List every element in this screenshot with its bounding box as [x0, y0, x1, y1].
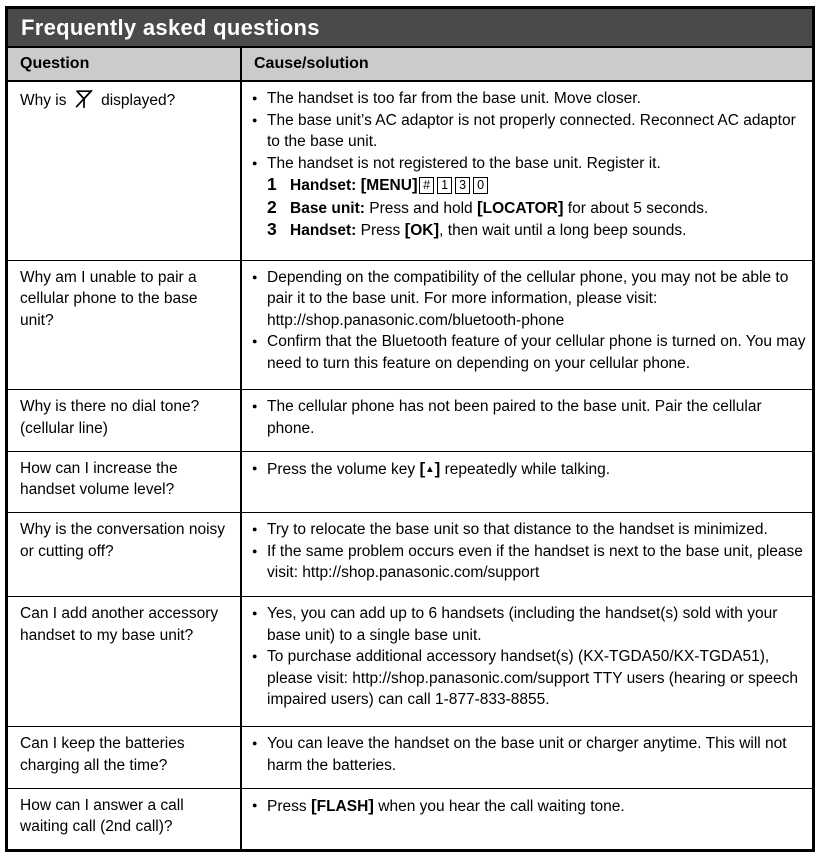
- table-row: [8, 513, 812, 597]
- step-number: 3: [267, 219, 277, 239]
- text-segment: If the same problem occurs even if the handset is next to the base unit, please visit: http://shop.panasonic.com/support: [267, 542, 803, 582]
- text-segment: Press: [360, 222, 405, 239]
- text-segment: To purchase additional accessory handset(s) (KX-TGDA50/KX-TGDA51), please visit: http://shop.panasonic.com/support TTY users (hearing or speech impaired users) can call 1-877-833-8855.: [267, 648, 799, 709]
- text-segment: Can I add another accessory handset to my base unit?: [20, 605, 219, 644]
- bullet-item: [252, 795, 806, 818]
- column-header-cause-solution: Cause/solution: [241, 47, 812, 81]
- bullet-item: [252, 646, 806, 711]
- bullet-icon: ●: [252, 271, 258, 282]
- keypad-key: 3: [455, 177, 470, 194]
- text-segment: for about 5 seconds.: [563, 199, 709, 217]
- bracket-close-icon: ]: [433, 220, 440, 239]
- solution-cell: [241, 513, 812, 597]
- text-segment: Depending on the compatibility of the cellular phone, you may not be able to pair it to the base unit. For more information, please visit: http://shop.panasonic.com/bluetooth-phone: [267, 268, 789, 329]
- item-text: [290, 197, 806, 220]
- bullet-item: [252, 110, 806, 153]
- bullet-item: [252, 458, 806, 481]
- key-label: [419, 458, 441, 478]
- bracket-open-icon: [: [404, 220, 411, 239]
- question-cell: [8, 390, 241, 451]
- key-text: FLASH: [316, 797, 369, 815]
- key-text: OK: [410, 222, 434, 239]
- bullet-icon: ●: [252, 114, 258, 125]
- text-segment: How can I increase the handset volume level?: [20, 459, 178, 499]
- bullet-icon: ●: [252, 545, 258, 556]
- text-segment: repeatedly while talking.: [440, 460, 611, 478]
- question-cell: [8, 81, 241, 260]
- table-row: [8, 451, 812, 512]
- text-segment: Can I keep the batteries charging all the time?: [20, 735, 185, 774]
- bullet-item: [252, 153, 806, 175]
- solution-cell: [241, 597, 812, 727]
- column-header-question: Question: [8, 47, 241, 81]
- text-segment: when you hear the call waiting tone.: [373, 797, 625, 815]
- section-title: Frequently asked questions: [8, 9, 812, 46]
- text-segment: , then wait until a long beep sounds.: [439, 222, 687, 239]
- item-text: [290, 174, 806, 197]
- solution-cell: [241, 788, 812, 849]
- keypad-key: 0: [473, 177, 488, 194]
- bullet-icon: ●: [252, 401, 258, 412]
- solution-cell: [241, 390, 812, 451]
- bracket-open-icon: [: [310, 795, 317, 815]
- bullet-icon: ●: [252, 93, 258, 103]
- text-segment: Why is there no dial tone? (cellular line): [20, 398, 200, 437]
- bullet-item: [252, 267, 806, 332]
- bracket-close-icon: ]: [557, 197, 564, 217]
- text-segment: Yes, you can add up to 6 handsets (including the handset(s) sold with your base unit) to a single base unit.: [267, 605, 778, 644]
- bullet-icon: ●: [252, 738, 258, 749]
- step-number: 1: [267, 174, 277, 194]
- table-row: [8, 390, 812, 451]
- bullet-icon: ●: [252, 336, 258, 347]
- item-text: [267, 603, 806, 646]
- text-segment: The handset is too far from the base unit. Move closer.: [267, 90, 641, 107]
- item-text: [267, 331, 806, 374]
- solution-cell: [241, 81, 812, 260]
- text-segment: The handset is not registered to the base unit. Register it.: [267, 154, 661, 172]
- bullet-icon: ●: [252, 524, 258, 535]
- bullet-icon: ●: [252, 157, 258, 168]
- key-label: [476, 197, 564, 217]
- table-row: [8, 727, 812, 788]
- keypad-key: 1: [437, 177, 452, 194]
- antenna-off-icon: [74, 88, 94, 109]
- bullet-item: [252, 733, 806, 776]
- text-segment: Why is the conversation noisy or cutting off?: [20, 521, 226, 560]
- text-segment: The base unit’s AC adaptor is not properly connected. Reconnect AC adaptor to the base unit.: [267, 111, 796, 150]
- item-text: [267, 110, 806, 153]
- item-text: [267, 396, 806, 439]
- bullet-item: [252, 331, 806, 374]
- text-segment: Why is: [20, 92, 71, 109]
- item-text: [267, 733, 806, 776]
- bullet-item: [252, 603, 806, 646]
- bullet-item: [252, 519, 806, 541]
- faq-table: [8, 46, 812, 849]
- item-text: [267, 153, 806, 175]
- solution-cell: [241, 451, 812, 512]
- bullet-icon: ●: [252, 799, 258, 810]
- text-segment: Confirm that the Bluetooth feature of your cellular phone is turned on. You may need to turn this feature on depending on your cellular phone.: [267, 333, 806, 372]
- bold-text: Base unit:: [290, 199, 370, 217]
- text-segment: You can leave the handset on the base unit or charger anytime. This will not harm the batteries.: [267, 735, 787, 774]
- table-row: [8, 597, 812, 727]
- text-segment: Why am I unable to pair a cellular phone to the base unit?: [20, 268, 198, 329]
- bullet-item: [252, 396, 806, 439]
- text-segment: Press the volume key: [267, 460, 420, 478]
- step-item: [267, 174, 806, 197]
- text-segment: Press: [267, 797, 311, 815]
- bullet-item: [252, 88, 806, 110]
- bracket-close-icon: ]: [411, 175, 418, 194]
- text-segment: Try to relocate the base unit so that distance to the handset is minimized.: [267, 521, 768, 539]
- bracket-close-icon: ]: [368, 795, 374, 815]
- bracket-open-icon: [: [419, 458, 426, 478]
- item-text: [267, 541, 806, 584]
- bullet-icon: ●: [252, 608, 258, 619]
- key-text: ▲: [425, 463, 435, 475]
- key-label: [361, 177, 418, 194]
- question-cell: [8, 788, 241, 849]
- item-text: [267, 519, 806, 541]
- question-cell: [8, 727, 241, 788]
- bold-text: Handset:: [290, 222, 361, 239]
- key-text: MENU: [366, 177, 412, 194]
- item-text: [267, 795, 806, 818]
- item-text: [267, 267, 806, 332]
- bracket-close-icon: ]: [434, 458, 441, 478]
- bracket-open-icon: [: [360, 175, 367, 194]
- text-segment: How can I answer a call waiting call (2nd call)?: [20, 796, 184, 836]
- text-segment: displayed?: [96, 92, 176, 109]
- item-text: [267, 458, 806, 481]
- faq-section: [5, 6, 815, 852]
- question-cell: [8, 451, 241, 512]
- text-segment: Press and hold: [369, 199, 477, 217]
- key-label: [405, 222, 440, 239]
- question-cell: [8, 513, 241, 597]
- question-cell: [8, 597, 241, 727]
- item-text: [267, 88, 806, 110]
- step-item: [267, 219, 806, 242]
- item-text: [267, 646, 806, 711]
- bold-text: Handset:: [290, 177, 361, 194]
- solution-cell: [241, 260, 812, 390]
- header-row: [8, 47, 812, 81]
- key-label: [310, 795, 374, 815]
- key-text: LOCATOR: [482, 199, 558, 217]
- question-cell: [8, 260, 241, 390]
- table-row: [8, 81, 812, 260]
- step-item: [267, 197, 806, 220]
- bullet-icon: ●: [252, 462, 258, 473]
- step-number: 2: [267, 196, 277, 217]
- text-segment: The cellular phone has not been paired to the base unit. Pair the cellular phone.: [267, 398, 762, 437]
- solution-cell: [241, 727, 812, 788]
- item-text: [290, 219, 806, 242]
- bracket-open-icon: [: [476, 197, 483, 217]
- keypad-key: #: [419, 177, 434, 194]
- bullet-icon: ●: [252, 651, 258, 662]
- bullet-item: [252, 541, 806, 584]
- table-row: [8, 260, 812, 390]
- table-row: [8, 788, 812, 849]
